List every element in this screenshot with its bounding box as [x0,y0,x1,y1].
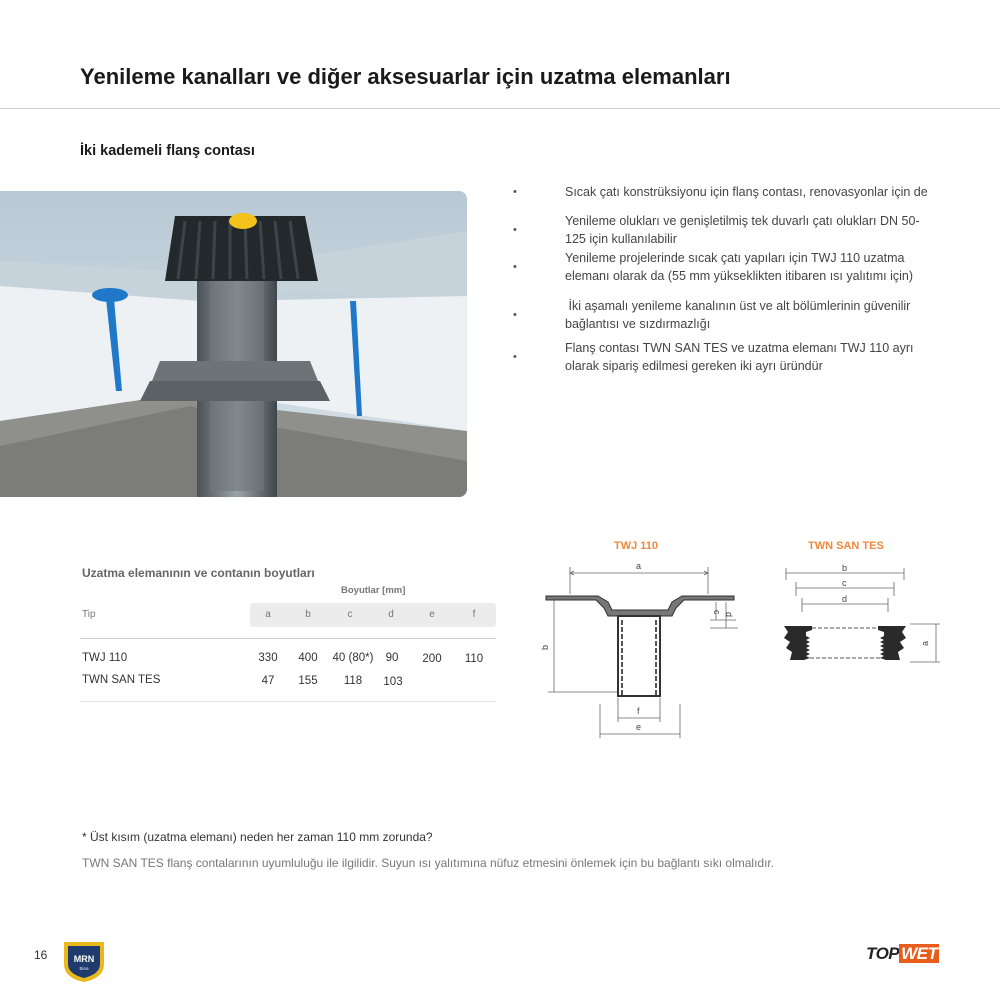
brand-top: TOP [866,944,900,963]
table-cell: 118 [343,675,363,687]
table-cell: 400 [298,652,318,664]
list-item: • İki aşamalı yenileme kanalının üst ve alt bölümlerinin güvenilir bağlantısı ve sızdırmazlığı [513,299,914,331]
section-subtitle: İki kademeli flanş contası [80,143,255,159]
page-number: 16 [34,948,48,962]
table-divider [80,701,496,702]
twj-label-e: e [636,722,642,732]
twn-label-d: d [842,594,848,604]
twj-110-drawing [538,558,748,740]
list-item: • Sıcak çatı konstrüksiyonu için flanş contası, renovasyonlar için de [513,185,928,199]
table-cell: 40 (80*) [332,652,374,664]
bullet-icon: • [513,351,517,363]
twn-label-b: b [842,563,848,573]
twj-label-c: c [712,610,722,615]
table-row-name: TWN SAN TES [82,674,161,686]
table-header-cell: d [388,609,394,620]
mrn-badge-logo [60,938,108,984]
topwet-logo [866,944,939,964]
table-header-cell: f [472,609,476,620]
feature-list [513,183,933,375]
twj-label-b: b [540,644,550,650]
brand-wet: WET [901,944,938,963]
bullet-icon: • [513,309,517,321]
table-header-cell: b [305,609,311,620]
table-row-name: TWJ 110 [82,652,128,664]
table-cell: 200 [422,653,442,665]
list-item: • Flanş contası TWN SAN TES ve uzatma elemanı TWJ 110 ayrı olarak sipariş edilmesi gereken iki ayrı üründür [513,341,914,373]
roof-drain-illustration [0,191,467,497]
bullet-icon: • [513,261,517,273]
twj-diagram-title: TWJ 110 [614,540,659,552]
bullet-icon: • [513,186,517,198]
table-cell: 330 [258,652,278,664]
twn-diagram-title: TWN SAN TES [808,540,884,552]
footnote-answer: TWN SAN TES flanş contalarının uyumluluğu ile ilgilidir. Suyun ısı yalıtımına nüfuz etmesini önlemek için bu bağlantı sıkı olmalıdır. [82,856,775,870]
list-item: • Yenileme projelerinde sıcak çatı yapıları için TWJ 110 uzatma elemanı olarak da (55 mm yükseklikten itibaren ısı yalıtımı için) [513,251,914,283]
twn-san-tes-drawing [776,560,944,670]
twj-label-a: a [636,561,642,571]
page-title: Yenileme kanalları ve diğer aksesuarlar için uzatma elemanları [80,64,731,89]
bullet-icon: • [513,224,517,236]
product-photo [0,191,467,497]
table-header-cell: a [265,609,271,620]
table-header [250,603,496,627]
twn-label-c: c [842,578,847,588]
table-unit-label: Boyutlar [mm] [341,585,406,596]
table-cell: 90 [385,652,399,664]
twj-label-f: f [637,706,640,716]
table-cell: 155 [298,675,318,687]
table-header-cell: e [429,609,435,620]
table-header-cell: c [347,609,353,620]
table-cell: 110 [464,653,484,665]
twj-label-d: d [724,612,734,618]
table-header-tip: Tip [82,609,96,620]
badge-subtext: Bina [79,966,89,971]
table-title: Uzatma elemanının ve contanın boyutları [82,566,315,580]
table-cell: 47 [261,675,275,687]
table-divider [80,638,496,639]
badge-text: MRN [73,954,95,964]
twn-label-a: a [920,640,930,646]
header-divider [0,108,1000,109]
footnote-question: * Üst kısım (uzatma elemanı) neden her zaman 110 mm zorunda? [82,830,433,844]
list-item: • Yenileme olukları ve genişletilmiş tek duvarlı çatı olukları DN 50-125 için kullanılabilir [513,214,920,246]
table-cell: 103 [383,676,403,688]
